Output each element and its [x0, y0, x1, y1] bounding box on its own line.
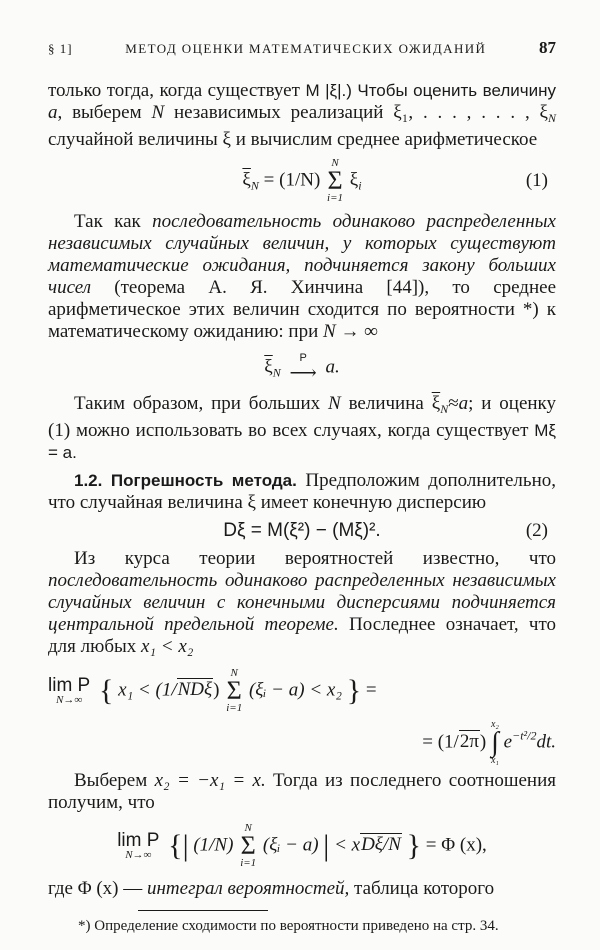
footnote: *) Определение сходимости по вероятности приведено на стр. 34. [78, 918, 499, 934]
equation-3: lim P N→∞ {| (1/N) N Σ i=1 (ξᵢ − a) | < xDξ/N } = Φ (x), [117, 822, 487, 869]
paragraph-5: Выберем x₂ = −x₁ = x. Тогда из последнего соотношения получим, что [48, 770, 556, 813]
paragraph-4: Из курса теории вероятностей известно, что последовательность одинаково распределенных независимых случайных величин с конечными дисперсиями подчиняется центральной предельной теореме. Последнее означает, что для любых x₁ < x₂ [48, 548, 557, 657]
sum-symbol: N Σ i=1 [327, 157, 344, 204]
header-title: МЕТОД ОЦЕНКИ МАТЕМАТИЧЕСКИХ ОЖИДАНИЙ [125, 41, 487, 56]
paragraph-1: только тогда, когда существует M |ξ|.) Чтобы оценить величину a, выберем N независимых реализаций ξ₁, . . . , . . . , $\xi_N$ случайной величины ξ и вычислим среднее арифметическое [48, 80, 557, 150]
section-mark: § 1] [48, 41, 73, 56]
paragraph-2: Так как последовательность одинаково распределенных независимых случайных величин, у которых существуют математические ожидания, подчиняется закону больших чисел (теорема А. Я. Хинчина [44]), то среднее арифметическое этих величин сходится по вероятности *) к математическому ожиданию: при N → ∞ [48, 211, 557, 342]
equation-2: Dξ = M(ξ²) − (Mξ)². (2) [223, 520, 548, 541]
paragraph-section-1-2: 1.2. Погрешность метода. Предположим дополнительно, что случайная величина ξ имеет конечную дисперсию [48, 470, 556, 513]
running-header [48, 38, 556, 58]
equation-clt: lim P N→∞ { x₁ < (1/NDξ) N Σ i=1 (ξᵢ − a) < x₂ } = = (1/2π) x₂ ∫ x₁ $e^{-t^2/2}dt$. [48, 667, 556, 766]
book-page [48, 38, 556, 935]
paragraph-6: где Φ (x) — интеграл вероятностей, таблица которого [48, 878, 495, 899]
equation-number: (1) [525, 170, 548, 191]
equation-convergence: $\overline{\xi}_N$ P ⟶ a. [264, 352, 340, 384]
equation-1: $\overline{\xi}_N = (1/N)$ N Σ i=1 $\xi_i$ (1) [242, 157, 548, 204]
footnote-rule [138, 910, 268, 911]
page-number: 87 [538, 38, 556, 57]
section-heading: 1.2. [74, 471, 103, 490]
paragraph-3: Таким образом, при больших N величина $\overline{\xi}_N\approx a$; и оценку (1) можно использовать во всех случаях, когда существует Mξ = a. [48, 393, 557, 462]
equation-number: (2) [525, 520, 548, 541]
